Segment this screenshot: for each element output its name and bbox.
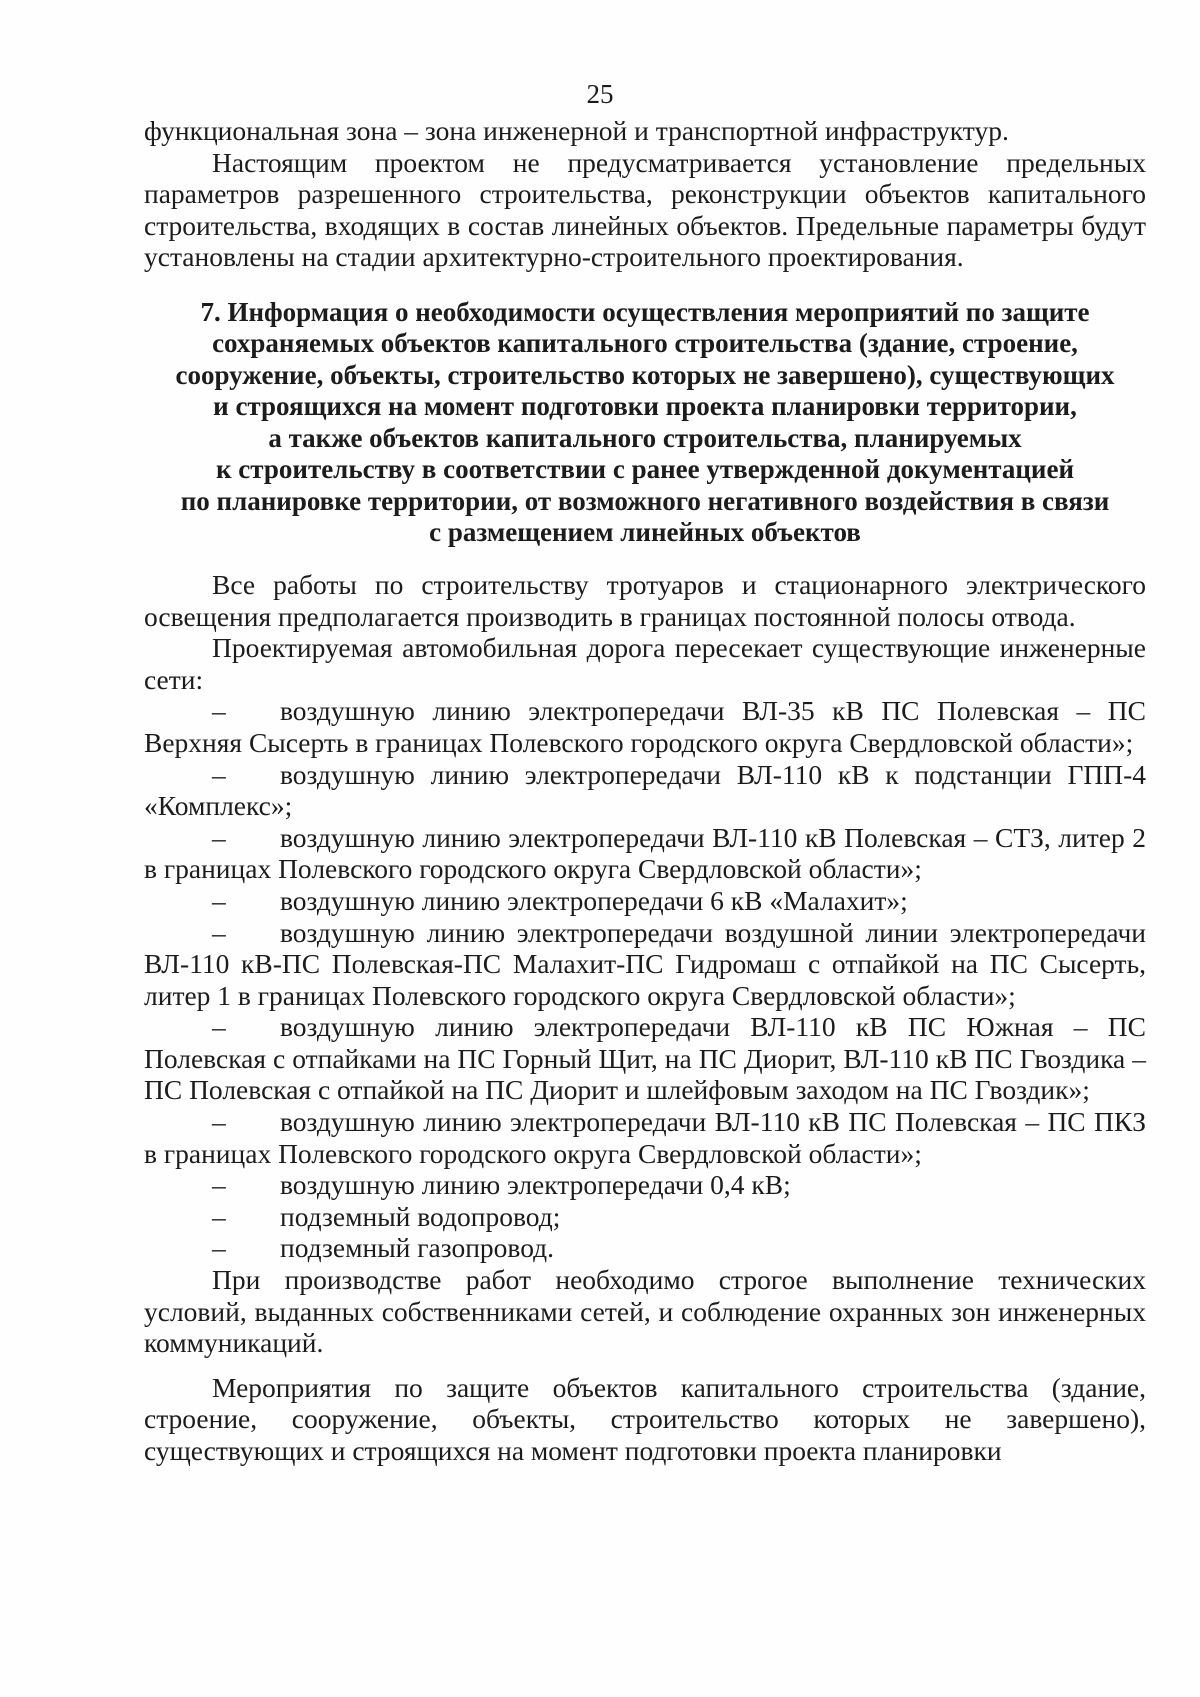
list-dash: – xyxy=(212,1011,226,1043)
list-item xyxy=(144,1106,1146,1169)
list-dash: – xyxy=(212,884,226,916)
list-dash: – xyxy=(212,695,226,727)
list-item xyxy=(144,1201,1146,1233)
heading-line: и строящихся на момент подготовки проекта планировки территории, xyxy=(213,391,1077,422)
list-item xyxy=(144,822,1146,885)
heading-line: 7. Информация о необходимости осуществления мероприятий по защите xyxy=(200,296,1090,327)
body-paragraph: При производстве работ необходимо строгое выполнение технических условий, выданных собственниками сетей, и соблюдение охранных зон инженерных коммуникаций. xyxy=(144,1264,1146,1359)
list-item-text: подземный водопровод; xyxy=(280,1200,561,1232)
heading-line: к строительству в соответствии с ранее утвержденной документацией xyxy=(215,454,1074,485)
body-paragraph: Мероприятия по защите объектов капитального строительства (здание, строение, сооружение, объекты, строительство которых не завершено), существующих и строящихся на момент подготовки проекта планировки xyxy=(144,1371,1146,1466)
heading-line: по планировке территории, от возможного негативного воздействия в связи xyxy=(180,485,1110,516)
list-item xyxy=(144,759,1146,822)
page-content xyxy=(144,115,1146,1467)
heading-line: сооружение, объекты, строительство которых не завершено), существующих xyxy=(175,359,1115,390)
body-paragraph: Проектируемая автомобильная дорога пересекает существующие инженерные сети: xyxy=(144,632,1146,695)
list-dash: – xyxy=(212,1232,226,1264)
heading-line: а также объектов капитального строительства, планируемых xyxy=(268,422,1022,453)
list-dash: – xyxy=(212,1169,226,1201)
list-item xyxy=(144,885,1146,917)
list-item-text: воздушную линию электропередачи 6 кВ «Малахит»; xyxy=(280,884,908,916)
list-item xyxy=(144,695,1146,758)
heading-line: сохраняемых объектов капитального строительства (здание, строение, xyxy=(212,328,1078,359)
list-dash: – xyxy=(212,758,226,790)
list-dash: – xyxy=(212,1106,226,1138)
heading-line: с размещением линейных объектов xyxy=(429,517,861,548)
section-heading xyxy=(144,297,1146,549)
intro-paragraph: Настоящим проектом не предусматривается установление предельных параметров разрешенного строительства, реконструкции объектов капитального строительства, входящих в состав линейных объектов. Предельные параметры будут установлены на стадии архитектурно-строительного проектирования. xyxy=(144,146,1146,273)
intro-line: функциональная зона – зона инженерной и транспортной инфраструктур. xyxy=(144,115,1009,146)
page-number: 25 xyxy=(586,79,614,109)
list-item-text: воздушную линию электропередачи 0,4 кВ; xyxy=(280,1169,791,1201)
body-paragraph: Все работы по строительству тротуаров и стационарного электрического освещения предполагается производить в границах постоянной полосы отвода. xyxy=(144,568,1146,632)
list-item-text: воздушную линию электропередачи ВЛ-110 кВ Полевская – СТЗ, литер 2 в границах Полевского городского округа Свердловской области»; xyxy=(144,821,1146,885)
list-item xyxy=(144,1169,1146,1201)
list-item xyxy=(144,1011,1146,1106)
list-dash: – xyxy=(212,916,226,948)
list-item-text: воздушную линию электропередачи ВЛ-35 кВ ПС Полевская – ПС Верхняя Сысерть в границах Полевского городского округа Свердловской области»; xyxy=(144,695,1146,758)
list-item xyxy=(144,1232,1146,1264)
list-item-text: воздушную линию электропередачи ВЛ-110 кВ ПС Полевская – ПС ПКЗ в границах Полевского городского округа Свердловской области»; xyxy=(144,1106,1146,1169)
list-item-text: воздушную линию электропередачи ВЛ-110 кВ к подстанции ГПП-4 «Комплекс»; xyxy=(144,758,1146,822)
list-item-text: воздушную линию электропередачи ВЛ-110 кВ ПС Южная – ПС Полевская с отпайками на ПС Горный Щит, на ПС Диорит, ВЛ-110 кВ ПС Гвоздика – ПС Полевская с отпайкой на ПС Диорит и шлейфовым заходом на ПС Гвоздик»; xyxy=(144,1011,1146,1106)
list-item-text: воздушную линию электропередачи воздушной линии электропередачи ВЛ-110 кВ-ПС Полевская-ПС Малахит-ПС Гидромаш с отпайкой на ПС Сысерть, литер 1 в границах Полевского городского округа Свердловской области»; xyxy=(144,916,1146,1011)
list-dash: – xyxy=(212,821,226,853)
list-item-text: подземный газопровод. xyxy=(280,1232,555,1264)
list-item xyxy=(144,917,1146,1012)
list-dash: – xyxy=(212,1200,226,1232)
